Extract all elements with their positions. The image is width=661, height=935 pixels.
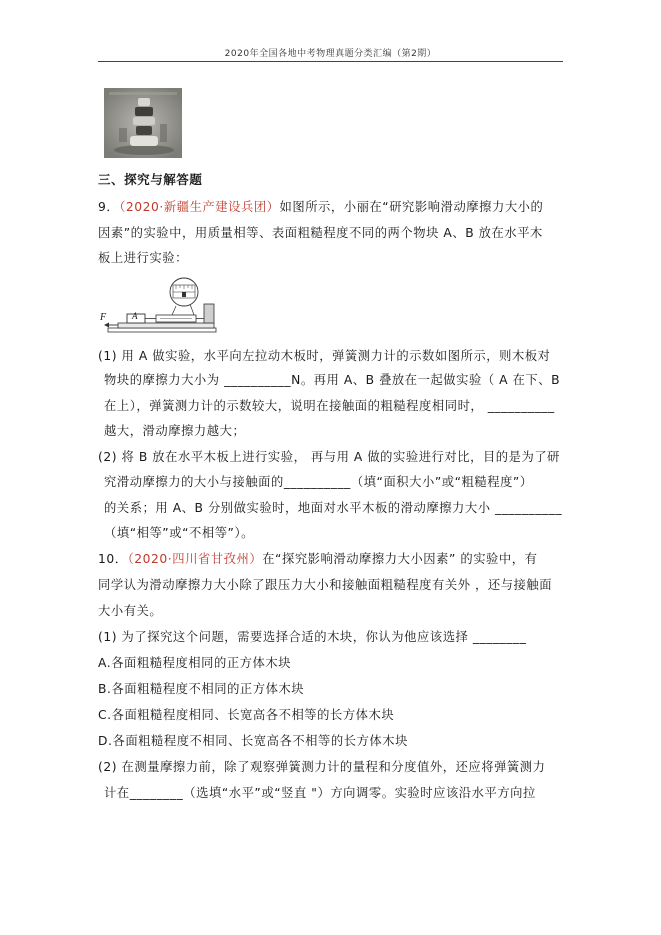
q9-part1-line-3: 在上），弹簧测力计的示数较大，说明在接触面的粗糙程度相同时， __________ xyxy=(104,399,555,413)
q10-number: 10． xyxy=(98,552,128,566)
q9-part2-line-1: (2) 将 B 放在水平木板上进行实验， 再与用 A 做的实验进行对比，目的是为了研 xyxy=(98,450,561,464)
q9-part1-line-1: (1) 用 A 做实验，水平向左拉动木板时，弹簧测力计的示数如图所示，则木板对 xyxy=(98,349,551,363)
q9-part2-line-4: （填“相等”或“不相等”）。 xyxy=(104,526,255,540)
q10-option-b: B.各面粗糙程度不相同的正方体木块 xyxy=(98,682,305,696)
q9-intro-line-3: 板上进行实验： xyxy=(98,251,188,265)
section-title: 三、探究与解答题 xyxy=(98,172,203,187)
friction-experiment-figure xyxy=(100,276,220,338)
q9-intro-text: 如图所示，小丽在“研究影响滑动摩擦力大小的 xyxy=(279,200,544,214)
q10-option-c: C.各面粗糙程度相同、长宽高各不相等的长方体木块 xyxy=(98,708,395,722)
q10-source: （2020·四川省甘孜州） xyxy=(127,552,263,566)
q10-intro-line-1 xyxy=(98,551,573,567)
q10-option-a: A.各面粗糙程度相同的正方体木块 xyxy=(98,656,292,670)
block-a-label: A xyxy=(132,311,138,321)
q9-part1-line-4: 越大，滑动摩擦力越大； xyxy=(104,424,246,438)
q10-part2-line-1: (2) 在测量摩擦力前，除了观察弹簧测力计的量程和分度值外，还应将弹簧测力 xyxy=(98,760,546,774)
q9-number: 9． xyxy=(98,200,120,214)
q10-option-d: D.各面粗糙程度不相同、长宽高各不相等的长方体木块 xyxy=(98,734,408,748)
page-header: 2020年全国各地中考物理真题分类汇编（第2期） xyxy=(224,49,437,59)
q10-intro-line-3: 大小有关。 xyxy=(98,604,163,618)
q9-part2-line-3: 的关系；用 A、B 分别做实验时，地面对水平木板的滑动摩擦力大小 __________ xyxy=(104,501,563,515)
q9-source: （2020·新疆生产建设兵团） xyxy=(119,200,280,214)
q10-part1: (1) 为了探究这个问题，需要选择合适的木块，你认为他应该选择 ________ xyxy=(98,630,527,644)
q9-intro-line-2: 因素”的实验中，用质量相等、表面粗糙程度不同的两个物块 A、B 放在水平木 xyxy=(98,226,543,240)
q9-intro-line-1 xyxy=(98,199,573,215)
q9-part1-line-2: 物块的摩擦力大小为 __________N。再用 A、B 叠放在一起做实验（ A 在下、B xyxy=(104,373,561,387)
q10-intro-line-2: 同学认为滑动摩擦力大小除了跟压力大小和接触面粗糙程度有关外 ，还与接触面 xyxy=(98,578,553,592)
header-divider xyxy=(98,61,563,62)
force-label: F xyxy=(100,312,107,323)
q9-part2-line-2: 究滑动摩擦力的大小与接触面的__________（填“面积大小”或“粗糙程度”） xyxy=(104,475,533,489)
q10-intro-text: 在“探究影响滑动摩擦力大小因素” 的实验中，有 xyxy=(262,552,538,566)
stacked-objects-photo xyxy=(104,88,182,158)
q10-part2-line-2: 计在________（选填“水平”或“竖直 "）方向调零。实验时应该沿水平方向拉 xyxy=(104,786,536,800)
